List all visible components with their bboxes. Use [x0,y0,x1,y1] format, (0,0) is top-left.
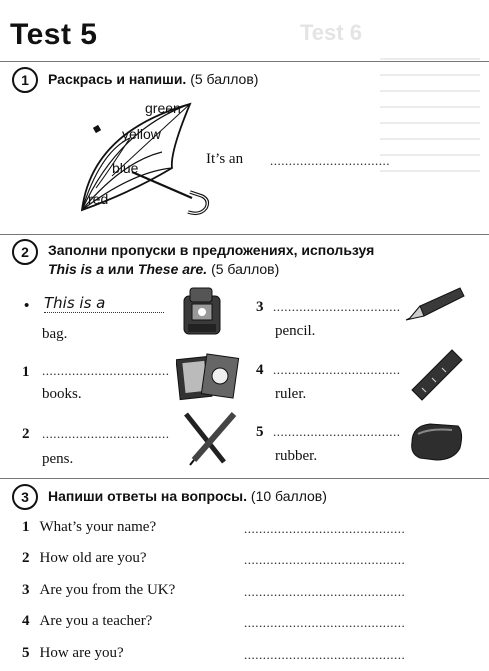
item-noun: ruler. [275,386,307,402]
task1-prompt: It’s an [206,151,244,167]
question-number: 2 [22,550,30,566]
question-row [22,612,152,630]
divider [0,234,489,235]
pencil-icon [404,284,466,322]
answer-line[interactable]: ........................................... [244,521,406,536]
task-number-badge: 1 [12,67,38,93]
question-text: How are you? [39,645,124,661]
task-number-badge: 3 [12,484,38,510]
task3-instruction-text: Напиши ответы на вопросы. [48,488,248,504]
umbrella-label-blue: blue [112,160,139,176]
pens-icon [180,410,240,466]
question-row [22,644,124,662]
item-marker: • [24,298,30,314]
task2-instruction-line2 [48,261,279,277]
backpack-icon [178,286,226,338]
answer-line[interactable]: .................................. [273,362,401,377]
task1-points: (5 баллов) [190,71,259,87]
conjunction: или [107,261,135,277]
task-number-badge: 2 [12,239,38,265]
answer-line[interactable]: ........................................... [244,647,406,662]
divider [0,61,489,62]
umbrella-label-red: red [88,191,109,207]
question-row [22,581,175,599]
task2-points: (5 баллов) [211,261,280,277]
question-number: 3 [22,582,30,598]
question-text: Are you a teacher? [39,613,153,629]
question-number: 1 [22,519,30,535]
example-answer: This is a [44,294,106,312]
question-text: How old are you? [39,550,147,566]
item-marker: 5 [256,424,264,440]
bleed-through-title: Test 6 [300,20,362,45]
question-row [22,518,156,536]
item-marker: 4 [256,362,264,378]
item-noun: pens. [42,451,74,467]
phrase-these-are: These are. [137,261,208,277]
answer-line[interactable]: .................................. [273,299,401,314]
task1-answer-line[interactable]: ................................ [270,153,390,168]
ruler-icon [408,346,466,402]
answer-line[interactable]: ........................................... [244,584,406,599]
task1-instruction [48,71,258,87]
task3-points: (10 баллов) [250,488,327,504]
task1-instruction-text: Раскрась и напиши. [48,71,187,87]
item-marker: 3 [256,299,264,315]
item-marker: 1 [22,364,30,380]
question-number: 5 [22,645,30,661]
task3-instruction [48,488,327,504]
answer-line[interactable]: .................................. [42,426,170,441]
question-text: Are you from the UK? [39,582,176,598]
item-noun: books. [42,386,82,402]
answer-line[interactable]: .................................. [273,424,401,439]
question-row [22,549,147,567]
page-title: Test 5 [10,18,98,51]
answer-line[interactable]: .................................. [42,363,170,378]
bleed-through-lines [380,58,480,186]
item-noun: pencil. [275,323,316,339]
umbrella-label-yellow: yellow [122,126,161,142]
rubber-icon [406,418,466,464]
task2-instruction-line1: Заполни пропуски в предложениях, используя [48,242,375,258]
item-noun: rubber. [275,448,318,464]
phrase-this-is-a: This is a [48,261,105,277]
question-number: 4 [22,613,30,629]
umbrella-label-green: green [145,100,181,116]
example-underline [44,312,164,313]
item-noun: bag. [42,326,68,342]
answer-line[interactable]: ........................................... [244,615,406,630]
question-text: What’s your name? [39,519,157,535]
item-marker: 2 [22,426,30,442]
answer-line[interactable]: ........................................... [244,552,406,567]
books-icon [176,352,240,402]
divider [0,478,489,479]
